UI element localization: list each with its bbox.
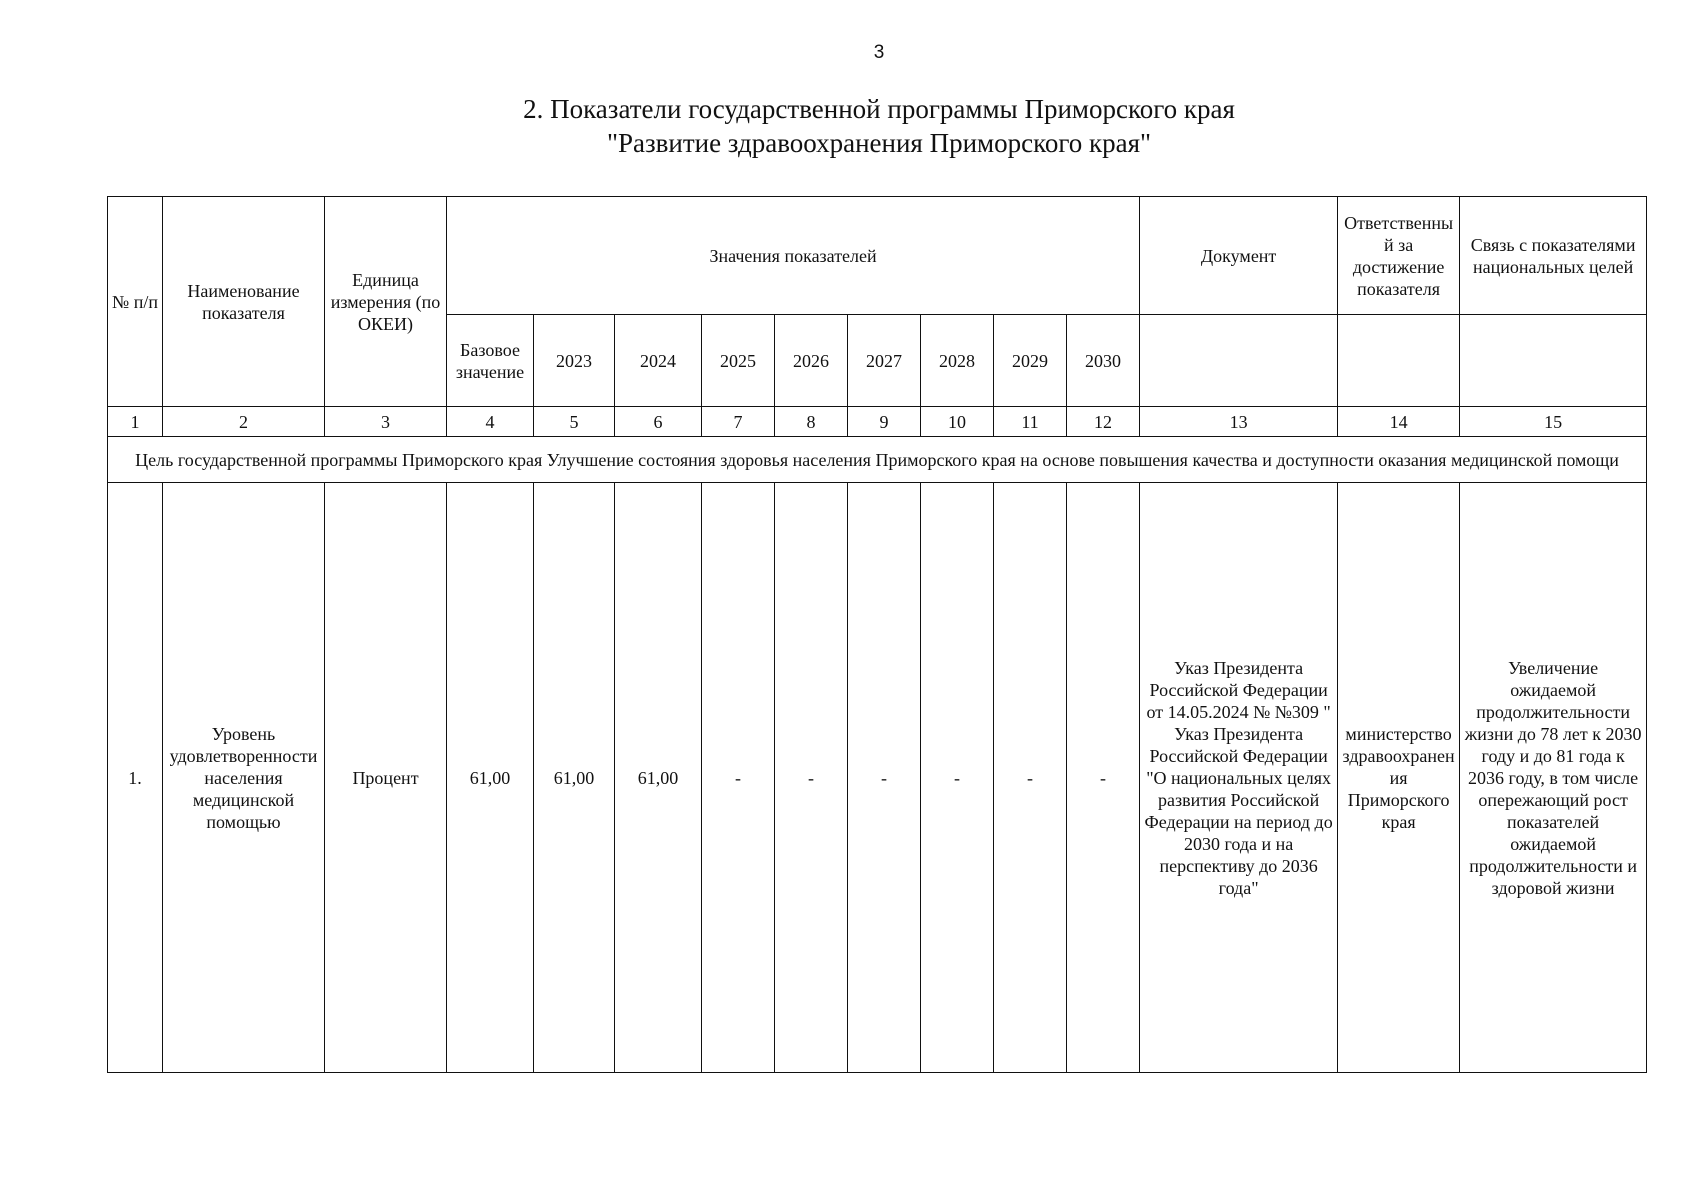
header-base: Базовое значение — [447, 315, 534, 407]
row-responsible: министерство здравоохранения Приморского края — [1338, 483, 1460, 1073]
row-value: - — [848, 483, 921, 1073]
column-number: 14 — [1338, 407, 1460, 437]
header-row-top — [108, 197, 1647, 315]
row-value: - — [1067, 483, 1140, 1073]
column-number: 12 — [1067, 407, 1140, 437]
indicators-table — [107, 196, 1647, 1073]
header-link: Связь с показателями национальных целей — [1460, 197, 1647, 315]
header-document: Документ — [1140, 197, 1338, 315]
column-number: 8 — [775, 407, 848, 437]
column-number: 7 — [702, 407, 775, 437]
column-number: 10 — [921, 407, 994, 437]
program-goal: Цель государственной программы Приморского края Улучшение состояния здоровья населения Приморского края на основе повышения качества и доступности оказания медицинской помощи — [108, 437, 1647, 483]
title-line-1: 2. Показатели государственной программы Приморского края — [523, 94, 1235, 124]
header-year: 2030 — [1067, 315, 1140, 407]
row-num: 1. — [108, 483, 163, 1073]
header-year: 2027 — [848, 315, 921, 407]
header-name: Наименование показателя — [163, 197, 325, 407]
column-number: 5 — [534, 407, 615, 437]
header-year: 2024 — [615, 315, 702, 407]
header-year: 2025 — [702, 315, 775, 407]
column-number: 1 — [108, 407, 163, 437]
header-year: 2026 — [775, 315, 848, 407]
row-value: - — [702, 483, 775, 1073]
header-unit: Единица измерения (по ОКЕИ) — [325, 197, 447, 407]
row-value: - — [775, 483, 848, 1073]
header-responsible: Ответственный за достижение показателя — [1338, 197, 1460, 315]
row-indicator-name: Уровень удовлетворенности населения медицинской помощью — [163, 483, 325, 1073]
row-unit: Процент — [325, 483, 447, 1073]
column-number: 9 — [848, 407, 921, 437]
header-year: 2028 — [921, 315, 994, 407]
title-line-2: "Развитие здравоохранения Приморского края" — [606, 128, 1152, 158]
header-empty-cell — [1140, 315, 1338, 407]
row-value: 61,00 — [615, 483, 702, 1073]
row-national-goal-link: Увеличение ожидаемой продолжительности жизни до 78 лет к 2030 году и до 81 года к 2036 году, в том числе опережающий рост показателей ожидаемой продолжительности и здоровой жизни — [1460, 483, 1647, 1073]
row-base-value: 61,00 — [447, 483, 534, 1073]
header-num: № п/п — [108, 197, 163, 407]
header-empty-cell — [1460, 315, 1647, 407]
row-value: 61,00 — [534, 483, 615, 1073]
table-row — [108, 483, 1647, 1073]
row-document: Указ Президента Российской Федерации от 14.05.2024 № №309 " Указ Президента Российской Федерации "О национальных целях развития Российской Федерации на период до 2030 года и на перспективу до 2036 года" — [1140, 483, 1338, 1073]
document-title — [0, 92, 1698, 160]
column-number: 4 — [447, 407, 534, 437]
header-values-group: Значения показателей — [447, 197, 1140, 315]
column-number: 15 — [1460, 407, 1647, 437]
page-number: 3 — [873, 42, 885, 63]
row-value: - — [921, 483, 994, 1073]
column-numbers-row — [108, 407, 1647, 437]
header-year: 2029 — [994, 315, 1067, 407]
column-number: 13 — [1140, 407, 1338, 437]
goal-row — [108, 437, 1647, 483]
column-number: 3 — [325, 407, 447, 437]
column-number: 6 — [615, 407, 702, 437]
column-number: 11 — [994, 407, 1067, 437]
column-number: 2 — [163, 407, 325, 437]
header-empty-cell — [1338, 315, 1460, 407]
header-year: 2023 — [534, 315, 615, 407]
row-value: - — [994, 483, 1067, 1073]
